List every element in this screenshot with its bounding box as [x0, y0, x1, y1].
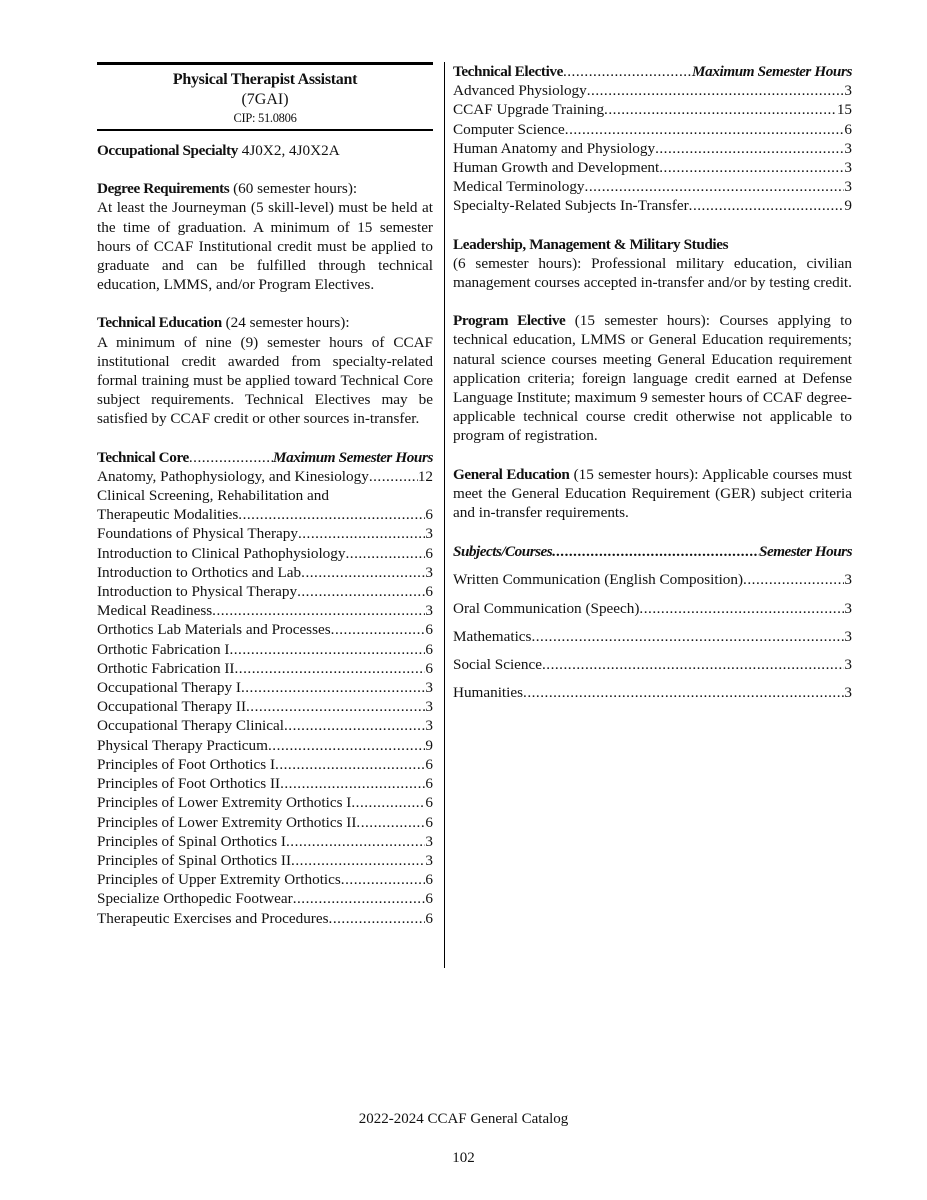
course-hours: 15	[836, 101, 852, 119]
subjects-hours-label: Semester Hours	[759, 543, 852, 561]
list-item	[453, 196, 852, 215]
list-item	[97, 774, 433, 793]
course-name: Written Communication (English Composition)	[453, 571, 744, 589]
course-name: Foundations of Physical Therapy	[97, 525, 298, 543]
course-hours: 3	[844, 656, 852, 674]
course-hours: 3	[844, 139, 852, 157]
course-name: Clinical Screening, Rehabilitation and	[97, 487, 329, 505]
course-name: Specialize Orthopedic Footwear	[97, 890, 293, 908]
course-name: Specialty-Related Subjects In-Transfer	[453, 197, 689, 215]
course-hours: 3	[844, 627, 852, 645]
list-item	[97, 793, 433, 812]
course-hours: 3	[844, 599, 852, 617]
general-education	[453, 465, 852, 523]
course-hours: 3	[844, 82, 852, 100]
program-elective-text: (15 semester hours): Courses applying to technical education, LMMS or General Education requirements; natural science courses meeting General Education requirement application criteria; foreign language credit earned at Defense Language Institute; maximum 9 semester hours of CCAF degree-applicable technical course credit otherwise not applicable to program of registration.	[453, 312, 852, 445]
list-item	[453, 158, 852, 177]
degree-requirements-heading	[97, 179, 433, 198]
course-name: Principles of Lower Extremity Orthotics I	[97, 794, 352, 812]
course-name: Therapeutic Exercises and Procedures	[97, 909, 329, 927]
course-name: Advanced Physiology	[453, 82, 587, 100]
course-name: Occupational Therapy II	[97, 698, 246, 716]
course-hours: 6	[425, 755, 433, 773]
course-hours: 3	[425, 832, 433, 850]
program-title-box	[97, 62, 433, 131]
leadership-text: (6 semester hours): Professional military education, civilian management courses accepted in-transfer and/or by testing credit.	[453, 254, 852, 292]
list-item	[453, 81, 852, 100]
course-hours: 6	[425, 909, 433, 927]
list-item	[97, 505, 433, 524]
list-item	[453, 120, 852, 139]
list-item	[97, 486, 433, 505]
list-item	[453, 655, 852, 674]
list-item	[97, 524, 433, 543]
occupational-specialty	[97, 141, 433, 160]
course-name: Therapeutic Modalities	[97, 506, 239, 524]
course-name: Orthotics Lab Materials and Processes	[97, 621, 331, 639]
course-name: Orthotic Fabrication I	[97, 640, 230, 658]
technical-elective-label: Technical Elective	[453, 63, 563, 80]
program-title: Physical Therapist Assistant	[172, 71, 358, 88]
list-item	[97, 659, 433, 678]
list-item	[97, 697, 433, 716]
list-item	[453, 100, 852, 119]
technical-education-hours: (24 semester hours):	[221, 314, 350, 332]
technical-education-text: A minimum of nine (9) semester hours of CCAF institutional credit awarded from specialty-related formal training must be applied toward Technical Core subject requirements. Technical Electives may be satisfied by CCAF credit or other sources in-transfer.	[97, 333, 433, 428]
degree-requirements-hours: (60 semester hours):	[229, 180, 358, 198]
course-hours: 6	[425, 544, 433, 562]
course-name: Physical Therapy Practicum	[97, 736, 268, 754]
degree-requirements-text: At least the Journeyman (5 skill-level) must be held at the time of graduation. A minimum of 15 semester hours of CCAF Institutional credit must be applied to graduate and can be fulfilled through technical education, LMMS, and/or Program Electives.	[97, 199, 433, 294]
list-item	[453, 627, 852, 646]
list-item	[97, 544, 433, 563]
course-hours: 6	[425, 794, 433, 812]
list-item	[97, 736, 433, 755]
general-education-label: General Education	[453, 465, 570, 483]
course-name: Anatomy, Pathophysiology, and Kinesiology	[97, 467, 369, 485]
list-item	[453, 683, 852, 702]
course-hours: 3	[844, 159, 852, 177]
course-name: Principles of Foot Orthotics II	[97, 775, 281, 793]
course-hours: 9	[425, 736, 433, 754]
course-name: Occupational Therapy Clinical	[97, 717, 284, 735]
course-hours: 3	[425, 602, 433, 620]
course-hours: 3	[425, 679, 433, 697]
course-name: Introduction to Orthotics and Lab	[97, 563, 302, 581]
course-hours: 3	[844, 571, 852, 589]
occupational-specialty-label: Occupational Specialty	[97, 142, 238, 159]
right-column	[453, 62, 852, 711]
program-elective-label: Program Elective	[453, 312, 566, 330]
list-item	[97, 909, 433, 928]
course-hours: 6	[844, 120, 852, 138]
general-education-list	[453, 570, 852, 702]
program-code: (7GAI)	[241, 91, 289, 108]
program-elective	[453, 311, 852, 445]
course-name: Humanities	[453, 684, 524, 702]
course-hours: 3	[425, 525, 433, 543]
catalog-footer: 2022-2024 CCAF General Catalog	[358, 1111, 569, 1127]
technical-education-heading	[97, 313, 433, 332]
technical-elective-header	[453, 62, 852, 81]
list-item	[453, 177, 852, 196]
course-hours: 6	[425, 890, 433, 908]
technical-elective-list	[453, 81, 852, 215]
list-item	[97, 851, 433, 870]
left-column	[97, 62, 433, 928]
list-item	[453, 139, 852, 158]
subjects-header	[453, 542, 852, 561]
course-name: Occupational Therapy I	[97, 679, 241, 697]
course-hours: 6	[425, 506, 433, 524]
technical-elective-hours-label: Maximum Semester Hours	[692, 63, 852, 80]
list-item	[97, 563, 433, 582]
course-hours: 3	[844, 684, 852, 702]
technical-core-list	[97, 467, 433, 928]
general-education-text: (15 semester hours): Applicable courses must meet the General Education Requirement (GER) subject criteria and in-transfer requirements.	[453, 465, 852, 522]
course-hours: 3	[425, 563, 433, 581]
technical-education-label: Technical Education	[97, 314, 222, 332]
course-name: Introduction to Clinical Pathophysiology	[97, 544, 346, 562]
list-item	[97, 640, 433, 659]
cip-code: CIP: 51.0806	[233, 111, 297, 125]
technical-core-label: Technical Core	[97, 448, 189, 466]
course-name: Human Growth and Development	[453, 159, 660, 177]
course-hours: 3	[425, 717, 433, 735]
course-hours: 6	[425, 621, 433, 639]
technical-core-header	[97, 448, 433, 467]
list-item	[97, 870, 433, 889]
course-name: Principles of Spinal Orthotics I	[97, 832, 286, 850]
course-name: Medical Readiness	[97, 602, 213, 620]
course-hours: 9	[844, 197, 852, 215]
course-name: Orthotic Fabrication II	[97, 659, 235, 677]
column-divider	[444, 62, 445, 968]
course-hours: 12	[417, 467, 433, 485]
course-hours: 3	[425, 851, 433, 869]
list-item	[97, 832, 433, 851]
course-hours: 3	[425, 698, 433, 716]
course-hours: 6	[425, 659, 433, 677]
list-item	[453, 570, 852, 589]
course-name: Mathematics	[453, 627, 532, 645]
list-item	[97, 678, 433, 697]
degree-requirements-label: Degree Requirements	[97, 180, 230, 198]
list-item	[453, 599, 852, 618]
list-item	[97, 889, 433, 908]
course-name: Computer Science	[453, 120, 565, 138]
course-name: Oral Communication (Speech)	[453, 599, 640, 617]
course-hours: 6	[425, 640, 433, 658]
course-name: Human Anatomy and Physiology	[453, 139, 656, 157]
list-item	[97, 755, 433, 774]
course-hours: 3	[844, 178, 852, 196]
course-name: Medical Terminology	[453, 178, 585, 196]
occupational-specialty-value: 4J0X2, 4J0X2A	[237, 142, 340, 159]
course-hours: 6	[425, 583, 433, 601]
list-item	[97, 467, 433, 486]
subjects-label: Subjects/Courses	[453, 543, 553, 561]
course-name: Principles of Foot Orthotics I	[97, 755, 276, 773]
course-name: Principles of Spinal Orthotics II	[97, 851, 292, 869]
page-number: 102	[452, 1150, 475, 1166]
course-hours: 6	[425, 775, 433, 793]
course-name: CCAF Upgrade Training	[453, 101, 605, 119]
course-name: Principles of Upper Extremity Orthotics	[97, 871, 341, 889]
list-item	[97, 582, 433, 601]
course-name: Principles of Lower Extremity Orthotics II	[97, 813, 357, 831]
list-item	[97, 813, 433, 832]
list-item	[97, 620, 433, 639]
list-item	[97, 716, 433, 735]
leadership-label: Leadership, Management & Military Studies	[453, 235, 729, 253]
technical-core-hours-label: Maximum Semester Hours	[273, 448, 433, 466]
course-hours: 6	[425, 871, 433, 889]
course-hours: 6	[425, 813, 433, 831]
course-name: Social Science	[453, 656, 542, 674]
course-name: Introduction to Physical Therapy	[97, 583, 298, 601]
list-item	[97, 601, 433, 620]
